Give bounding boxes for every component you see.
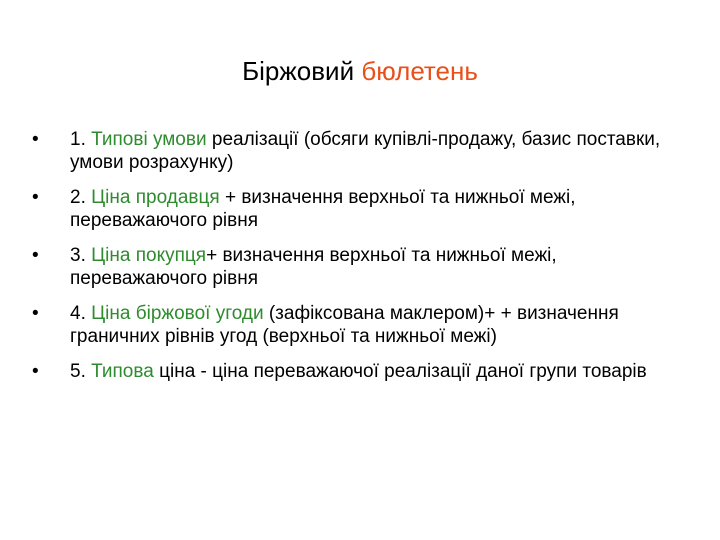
item-number: 2. [70, 187, 92, 208]
item-text: ціна - ціна переважаючої реалізації даної групи товарів [153, 361, 647, 382]
bullet-marker: • [32, 245, 39, 266]
item-highlight: Ціна покупця [91, 245, 207, 266]
item-highlight: Типова [91, 361, 154, 382]
item-text: + визначення верхньої та нижньої межі, переважаючого рівня [70, 187, 576, 231]
item-highlight: Ціна продавця [91, 187, 220, 208]
item-highlight: Ціна біржової угоди [91, 303, 264, 324]
bullet-list [32, 128, 692, 395]
bullet-marker: • [32, 129, 39, 150]
item-number: 4. [70, 303, 92, 324]
item-number: 3. [70, 245, 92, 266]
bullet-item [32, 186, 692, 232]
item-text: (зафіксована маклером)+ + визначення граничних рівнів угод (верхньої та нижньої межі) [70, 303, 619, 347]
item-text: + визначення верхньої та нижньої межі, переважаючого рівня [70, 245, 557, 289]
title-accent: бюлетень [361, 56, 478, 86]
title-main: Біржовий [242, 56, 355, 86]
item-number: 5. [70, 361, 92, 382]
bullet-item [32, 360, 692, 383]
bullet-item [32, 302, 692, 348]
bullet-marker: • [32, 303, 39, 324]
bullet-item [32, 128, 692, 174]
bullet-marker: • [32, 187, 39, 208]
slide-title [0, 54, 720, 88]
item-highlight: Типові умови [91, 129, 207, 150]
bullet-item [32, 244, 692, 290]
item-number: 1. [70, 129, 92, 150]
bullet-marker: • [32, 361, 39, 382]
item-text: реалізації (обсяги купівлі-продажу, базис поставки, умови розрахунку) [70, 129, 661, 173]
